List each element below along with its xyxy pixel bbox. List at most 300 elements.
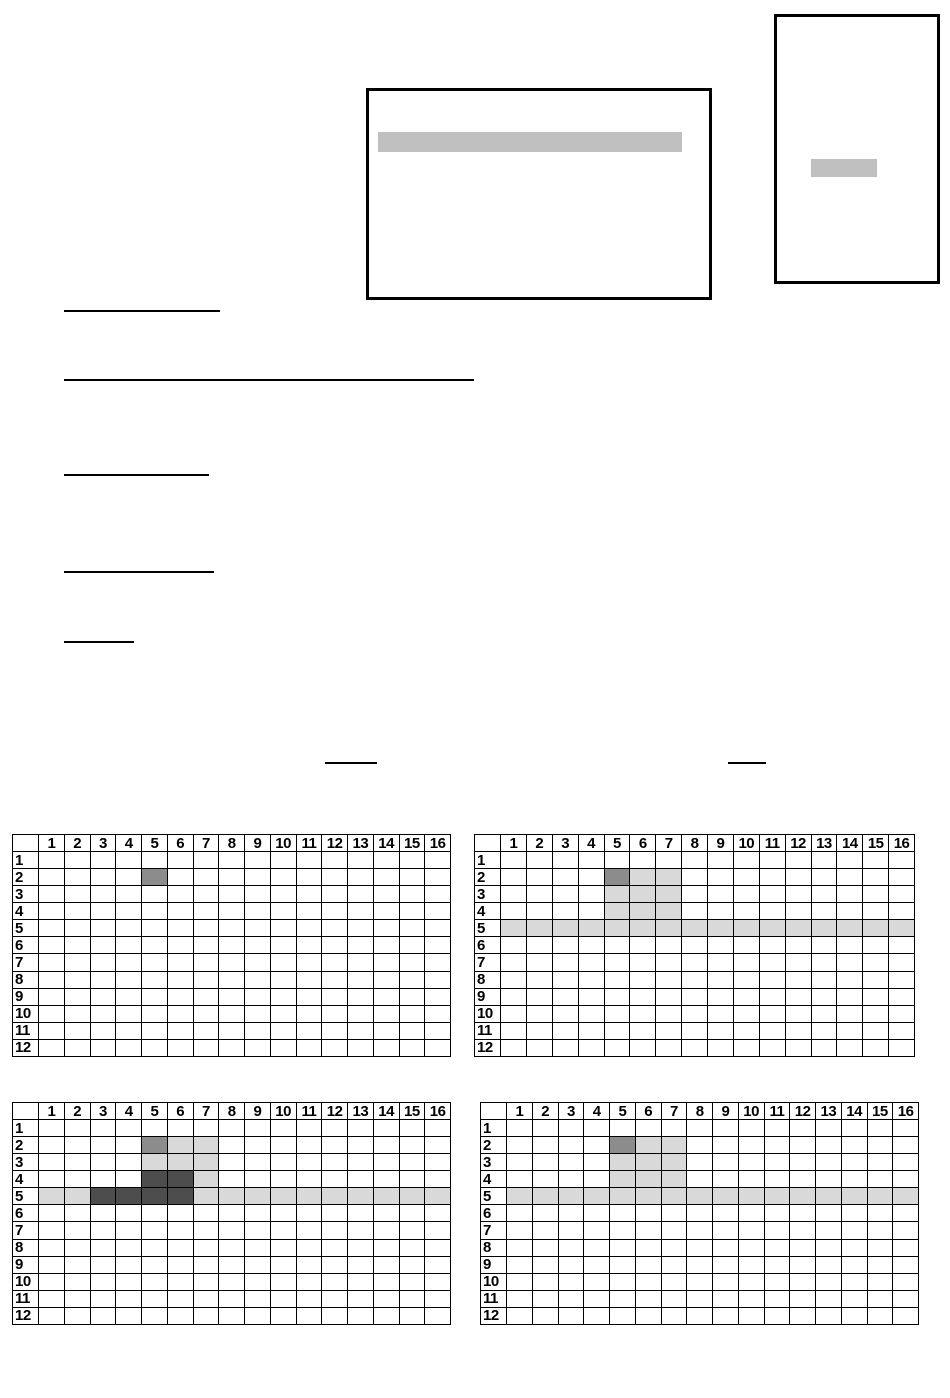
row-header-10: 10 bbox=[13, 1005, 39, 1022]
grid-cell bbox=[816, 1307, 842, 1324]
grid-cell bbox=[785, 852, 811, 869]
grid-cell bbox=[39, 1290, 65, 1307]
row-header-2: 2 bbox=[481, 1137, 507, 1154]
grid-cell bbox=[889, 869, 915, 886]
col-header-7: 7 bbox=[193, 835, 219, 852]
grid-cell bbox=[64, 1137, 90, 1154]
grid-cell bbox=[764, 1154, 790, 1171]
grid-cell bbox=[501, 954, 527, 971]
grid-cell bbox=[526, 920, 552, 937]
grid-cell bbox=[270, 1137, 296, 1154]
grid-cell bbox=[425, 1205, 451, 1222]
grid-cell bbox=[893, 1222, 919, 1239]
col-header-4: 4 bbox=[578, 835, 604, 852]
grid-cell bbox=[584, 1205, 610, 1222]
grid-cell bbox=[790, 1290, 816, 1307]
grid-cell bbox=[532, 1222, 558, 1239]
grid-cell bbox=[39, 971, 65, 988]
col-header-4: 4 bbox=[116, 1103, 142, 1120]
grid-bottom-left bbox=[12, 1102, 451, 1325]
grid-cell bbox=[64, 988, 90, 1005]
grid-cell bbox=[790, 1307, 816, 1324]
col-header-9: 9 bbox=[708, 835, 734, 852]
grid-cell bbox=[39, 1022, 65, 1039]
grid-cell bbox=[635, 1256, 661, 1273]
grid-cell bbox=[507, 1222, 533, 1239]
grid-cell bbox=[604, 886, 630, 903]
grid-cell bbox=[296, 1039, 322, 1056]
col-header-15: 15 bbox=[867, 1103, 893, 1120]
grid-cell bbox=[90, 1188, 116, 1205]
row-header-5: 5 bbox=[481, 1188, 507, 1205]
row-header-2: 2 bbox=[475, 869, 501, 886]
grid-cell bbox=[373, 1005, 399, 1022]
grid-cell bbox=[167, 1005, 193, 1022]
grid-cell bbox=[889, 1005, 915, 1022]
grid-cell bbox=[193, 988, 219, 1005]
grid-cell bbox=[245, 1307, 271, 1324]
grid-cell bbox=[889, 937, 915, 954]
grid-cell bbox=[399, 852, 425, 869]
grid-cell bbox=[219, 903, 245, 920]
grid-cell bbox=[893, 1120, 919, 1137]
grid-cell bbox=[733, 1005, 759, 1022]
grid-cell bbox=[713, 1171, 739, 1188]
grid-cell bbox=[348, 1171, 374, 1188]
grid-cell bbox=[373, 937, 399, 954]
col-header-1: 1 bbox=[39, 835, 65, 852]
grid-cell bbox=[578, 869, 604, 886]
grid-cell bbox=[841, 1256, 867, 1273]
grid-cell bbox=[687, 1273, 713, 1290]
grid-cell bbox=[661, 1290, 687, 1307]
grid-cell bbox=[425, 1239, 451, 1256]
grid-cell bbox=[578, 1039, 604, 1056]
grid-cell bbox=[893, 1154, 919, 1171]
grid-cell bbox=[635, 1205, 661, 1222]
row-header-2: 2 bbox=[13, 869, 39, 886]
grid-cell bbox=[501, 971, 527, 988]
grid-cell bbox=[322, 852, 348, 869]
grid-cell bbox=[270, 954, 296, 971]
grid-cell bbox=[348, 1290, 374, 1307]
grid-cell bbox=[610, 1137, 636, 1154]
grid-cell bbox=[656, 920, 682, 937]
grid-cell bbox=[759, 954, 785, 971]
grid-cell bbox=[245, 1256, 271, 1273]
grid-cell bbox=[630, 920, 656, 937]
grid-cell bbox=[733, 1022, 759, 1039]
grid-cell bbox=[507, 1154, 533, 1171]
grid-cell bbox=[785, 886, 811, 903]
grid-cell bbox=[193, 1022, 219, 1039]
center-box-bar bbox=[378, 132, 682, 152]
grid-cell bbox=[656, 869, 682, 886]
grid-cell bbox=[116, 1239, 142, 1256]
grid-cell bbox=[867, 1205, 893, 1222]
col-header-16: 16 bbox=[889, 835, 915, 852]
grid-cell bbox=[296, 1205, 322, 1222]
row-header-9: 9 bbox=[481, 1256, 507, 1273]
grid-cell bbox=[193, 1239, 219, 1256]
grid-cell bbox=[296, 903, 322, 920]
grid-cell bbox=[322, 1120, 348, 1137]
grid-cell bbox=[142, 1273, 168, 1290]
grid-cell bbox=[578, 903, 604, 920]
grid-cell bbox=[425, 869, 451, 886]
grid-cell bbox=[39, 1222, 65, 1239]
grid-cell bbox=[604, 1022, 630, 1039]
grid-cell bbox=[764, 1290, 790, 1307]
grid-cell bbox=[425, 937, 451, 954]
grid-cell bbox=[64, 937, 90, 954]
col-header-9: 9 bbox=[245, 835, 271, 852]
center-box bbox=[366, 88, 712, 300]
col-header-3: 3 bbox=[90, 1103, 116, 1120]
col-header-8: 8 bbox=[687, 1103, 713, 1120]
grid-cell bbox=[738, 1205, 764, 1222]
grid-cell bbox=[867, 1273, 893, 1290]
grid-cell bbox=[116, 1188, 142, 1205]
grid-cell bbox=[816, 1120, 842, 1137]
grid-cell bbox=[635, 1137, 661, 1154]
grid-cell bbox=[733, 903, 759, 920]
grid-cell bbox=[373, 954, 399, 971]
grid-cell bbox=[816, 1154, 842, 1171]
grid-cell bbox=[764, 1205, 790, 1222]
grid-cell bbox=[425, 852, 451, 869]
col-header-3: 3 bbox=[90, 835, 116, 852]
col-header-15: 15 bbox=[399, 1103, 425, 1120]
grid-cell bbox=[142, 988, 168, 1005]
grid-cell bbox=[552, 988, 578, 1005]
grid-cell bbox=[708, 971, 734, 988]
col-header-11: 11 bbox=[296, 1103, 322, 1120]
row-header-12: 12 bbox=[481, 1307, 507, 1324]
grid-cell bbox=[790, 1188, 816, 1205]
grid-cell bbox=[399, 1039, 425, 1056]
grid-cell bbox=[507, 1273, 533, 1290]
grid-cell bbox=[64, 869, 90, 886]
grid-cell bbox=[507, 1137, 533, 1154]
grid-bottom-right bbox=[480, 1102, 919, 1325]
grid-cell bbox=[526, 937, 552, 954]
grid-cell bbox=[863, 852, 889, 869]
grid-cell bbox=[863, 937, 889, 954]
grid-cell bbox=[889, 1039, 915, 1056]
grid-cell bbox=[841, 1205, 867, 1222]
grid-cell bbox=[39, 886, 65, 903]
grid-cell bbox=[425, 1222, 451, 1239]
grid-cell bbox=[526, 1005, 552, 1022]
grid-cell bbox=[841, 1154, 867, 1171]
grid-cell bbox=[785, 1005, 811, 1022]
grid-cell bbox=[142, 1239, 168, 1256]
grid-cell bbox=[39, 1307, 65, 1324]
grid-cell bbox=[867, 1137, 893, 1154]
grid-cell bbox=[348, 1005, 374, 1022]
grid-cell bbox=[507, 1307, 533, 1324]
col-header-5: 5 bbox=[604, 835, 630, 852]
grid-cell bbox=[245, 1290, 271, 1307]
row-header-12: 12 bbox=[13, 1039, 39, 1056]
grid-cell bbox=[889, 852, 915, 869]
grid-cell bbox=[841, 1239, 867, 1256]
grid-cell bbox=[733, 937, 759, 954]
grid-cell bbox=[399, 1290, 425, 1307]
col-header-3: 3 bbox=[558, 1103, 584, 1120]
grid-corner bbox=[13, 835, 39, 852]
grid-cell bbox=[604, 971, 630, 988]
grid-cell bbox=[733, 1039, 759, 1056]
grid-cell bbox=[296, 869, 322, 886]
grid-cell bbox=[373, 1256, 399, 1273]
col-header-4: 4 bbox=[116, 835, 142, 852]
grid-cell bbox=[759, 937, 785, 954]
grid-cell bbox=[656, 937, 682, 954]
grid-cell bbox=[708, 852, 734, 869]
grid-cell bbox=[219, 1154, 245, 1171]
grid-cell bbox=[348, 869, 374, 886]
grid-cell bbox=[348, 971, 374, 988]
grid-cell bbox=[661, 1307, 687, 1324]
grid-cell bbox=[167, 1307, 193, 1324]
row-header-6: 6 bbox=[481, 1205, 507, 1222]
grid-cell bbox=[270, 1307, 296, 1324]
row-header-5: 5 bbox=[13, 1188, 39, 1205]
col-header-5: 5 bbox=[142, 1103, 168, 1120]
grid-cell bbox=[270, 920, 296, 937]
grid-cell bbox=[526, 869, 552, 886]
grid-cell bbox=[245, 1239, 271, 1256]
grid-cell bbox=[296, 1239, 322, 1256]
grid-cell bbox=[682, 971, 708, 988]
grid-cell bbox=[501, 1005, 527, 1022]
grid-cell bbox=[816, 1290, 842, 1307]
grid-cell bbox=[142, 971, 168, 988]
grid-cell bbox=[708, 920, 734, 937]
grid-cell bbox=[584, 1273, 610, 1290]
grid-cell bbox=[863, 869, 889, 886]
grid-cell bbox=[142, 1222, 168, 1239]
grid-cell bbox=[630, 1022, 656, 1039]
blank-line-5 bbox=[64, 641, 134, 643]
grid-cell bbox=[558, 1222, 584, 1239]
grid-cell bbox=[322, 1022, 348, 1039]
grid-cell bbox=[867, 1222, 893, 1239]
blank-line-4 bbox=[64, 571, 214, 573]
grid-cell bbox=[64, 1039, 90, 1056]
grid-cell bbox=[893, 1290, 919, 1307]
grid-cell bbox=[373, 1039, 399, 1056]
grid-cell bbox=[167, 1239, 193, 1256]
grid-cell bbox=[507, 1120, 533, 1137]
col-header-11: 11 bbox=[759, 835, 785, 852]
blank-line-1 bbox=[64, 310, 220, 312]
grid-cell bbox=[532, 1188, 558, 1205]
grid-cell bbox=[167, 1171, 193, 1188]
grid-cell bbox=[90, 1222, 116, 1239]
grid-cell bbox=[39, 869, 65, 886]
grid-cell bbox=[245, 852, 271, 869]
grid-cell bbox=[610, 1222, 636, 1239]
grid-cell bbox=[532, 1154, 558, 1171]
grid-cell bbox=[296, 988, 322, 1005]
grid-cell bbox=[167, 869, 193, 886]
grid-cell bbox=[713, 1154, 739, 1171]
grid-cell bbox=[708, 886, 734, 903]
grid-cell bbox=[867, 1256, 893, 1273]
grid-cell bbox=[64, 954, 90, 971]
grid-cell bbox=[552, 1005, 578, 1022]
grid-cell bbox=[64, 1171, 90, 1188]
grid-cell bbox=[399, 971, 425, 988]
grid-cell bbox=[348, 852, 374, 869]
grid-cell bbox=[193, 1256, 219, 1273]
grid-cell bbox=[682, 903, 708, 920]
grid-cell bbox=[270, 1290, 296, 1307]
grid-cell bbox=[373, 1290, 399, 1307]
grid-cell bbox=[39, 1205, 65, 1222]
grid-cell bbox=[682, 852, 708, 869]
grid-cell bbox=[867, 1171, 893, 1188]
grid-cell bbox=[610, 1154, 636, 1171]
col-header-14: 14 bbox=[373, 1103, 399, 1120]
row-header-8: 8 bbox=[475, 971, 501, 988]
grid-cell bbox=[270, 1022, 296, 1039]
grid-cell bbox=[167, 1137, 193, 1154]
col-header-13: 13 bbox=[816, 1103, 842, 1120]
grid-cell bbox=[682, 1022, 708, 1039]
grid-cell bbox=[90, 1239, 116, 1256]
grid-cell bbox=[526, 1039, 552, 1056]
grid-cell bbox=[348, 1022, 374, 1039]
grid-cell bbox=[296, 1154, 322, 1171]
grid-cell bbox=[604, 988, 630, 1005]
grid-cell bbox=[193, 1222, 219, 1239]
col-header-7: 7 bbox=[193, 1103, 219, 1120]
grid-cell bbox=[142, 886, 168, 903]
grid-cell bbox=[39, 852, 65, 869]
grid-cell bbox=[322, 1154, 348, 1171]
grid-cell bbox=[759, 920, 785, 937]
grid-cell bbox=[656, 988, 682, 1005]
grid-cell bbox=[893, 1307, 919, 1324]
grid-cell bbox=[837, 988, 863, 1005]
grid-cell bbox=[708, 869, 734, 886]
grid-cell bbox=[193, 1039, 219, 1056]
col-header-13: 13 bbox=[348, 835, 374, 852]
row-header-9: 9 bbox=[13, 988, 39, 1005]
grid-cell bbox=[90, 937, 116, 954]
grid-cell bbox=[552, 1039, 578, 1056]
grid-cell bbox=[296, 1273, 322, 1290]
grid-cell bbox=[348, 1188, 374, 1205]
grid-cell bbox=[399, 954, 425, 971]
grid-cell bbox=[610, 1290, 636, 1307]
grid-cell bbox=[841, 1137, 867, 1154]
grid-cell bbox=[584, 1154, 610, 1171]
grid-cell bbox=[501, 920, 527, 937]
grid-cell bbox=[584, 1171, 610, 1188]
grid-cell bbox=[558, 1171, 584, 1188]
grid-cell bbox=[399, 1137, 425, 1154]
grid-cell bbox=[245, 1171, 271, 1188]
grid-cell bbox=[811, 920, 837, 937]
grid-cell bbox=[425, 1022, 451, 1039]
grid-cell bbox=[322, 1239, 348, 1256]
grid-cell bbox=[532, 1137, 558, 1154]
grid-cell bbox=[245, 988, 271, 1005]
grid-cell bbox=[558, 1188, 584, 1205]
grid-cell bbox=[90, 886, 116, 903]
grid-cell bbox=[708, 937, 734, 954]
grid-cell bbox=[733, 920, 759, 937]
row-header-2: 2 bbox=[13, 1137, 39, 1154]
grid-cell bbox=[193, 954, 219, 971]
grid-cell bbox=[661, 1222, 687, 1239]
grid-cell bbox=[501, 988, 527, 1005]
grid-cell bbox=[610, 1256, 636, 1273]
grid-cell bbox=[682, 954, 708, 971]
grid-cell bbox=[713, 1120, 739, 1137]
row-header-5: 5 bbox=[13, 920, 39, 937]
grid-cell bbox=[682, 920, 708, 937]
grid-cell bbox=[558, 1290, 584, 1307]
grid-cell bbox=[322, 1039, 348, 1056]
grid-cell bbox=[90, 1171, 116, 1188]
grid-cell bbox=[116, 903, 142, 920]
grid-cell bbox=[759, 886, 785, 903]
grid-cell bbox=[630, 954, 656, 971]
grid-cell bbox=[167, 1188, 193, 1205]
row-header-6: 6 bbox=[13, 937, 39, 954]
grid-cell bbox=[759, 852, 785, 869]
grid-cell bbox=[841, 1222, 867, 1239]
grid-cell bbox=[322, 1005, 348, 1022]
grid-cell bbox=[816, 1188, 842, 1205]
grid-cell bbox=[841, 1307, 867, 1324]
grid-cell bbox=[630, 886, 656, 903]
grid-cell bbox=[39, 1005, 65, 1022]
row-header-3: 3 bbox=[481, 1154, 507, 1171]
grid-cell bbox=[867, 1239, 893, 1256]
grid-cell bbox=[507, 1290, 533, 1307]
grid-cell bbox=[733, 988, 759, 1005]
grid-cell bbox=[90, 1005, 116, 1022]
grid-cell bbox=[578, 852, 604, 869]
col-header-16: 16 bbox=[425, 1103, 451, 1120]
grid-cell bbox=[708, 1022, 734, 1039]
grid-cell bbox=[193, 937, 219, 954]
grid-cell bbox=[245, 869, 271, 886]
grid-cell bbox=[656, 971, 682, 988]
grid-cell bbox=[193, 1137, 219, 1154]
grid-cell bbox=[425, 1039, 451, 1056]
grid-cell bbox=[64, 1005, 90, 1022]
blank-line-7 bbox=[728, 762, 766, 764]
grid-cell bbox=[90, 1307, 116, 1324]
grid-cell bbox=[270, 1154, 296, 1171]
grid-cell bbox=[863, 988, 889, 1005]
grid-cell bbox=[245, 1273, 271, 1290]
grid-cell bbox=[552, 903, 578, 920]
grid-cell bbox=[245, 954, 271, 971]
grid-cell bbox=[889, 988, 915, 1005]
grid-cell bbox=[552, 1022, 578, 1039]
grid-cell bbox=[142, 903, 168, 920]
grid-cell bbox=[837, 1022, 863, 1039]
